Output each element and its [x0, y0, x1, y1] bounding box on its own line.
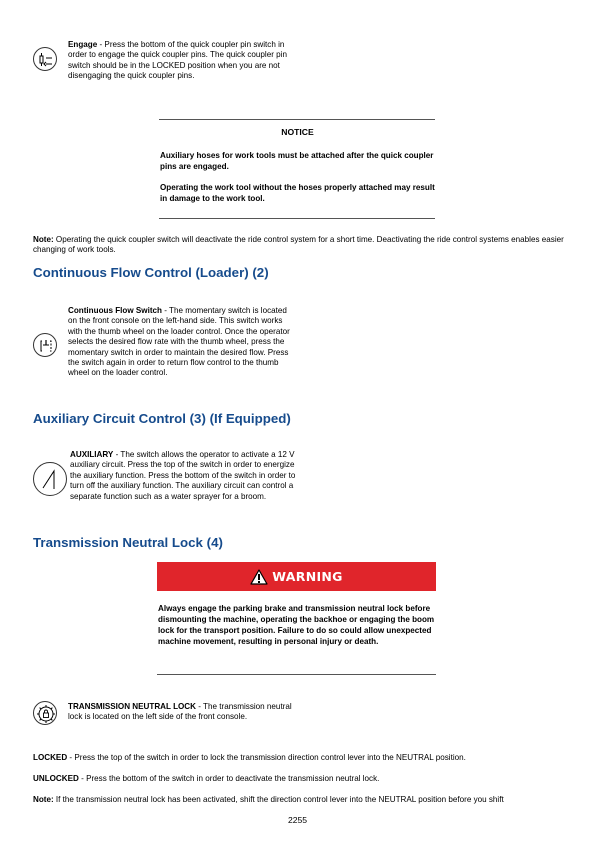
- auxiliary-switch-icon: [33, 462, 67, 496]
- note-text: Operating the quick coupler switch will deactivate the ride control system for a short time. Deactivating the ride control systems enables easier changing of work tools.: [33, 235, 564, 255]
- heading-continuous-flow: Continuous Flow Control (Loader) (2): [33, 265, 269, 280]
- engage-description: [68, 40, 304, 82]
- continuous-flow-text: - The momentary switch is located on the front console on the left-hand side. This switch works with the thumb wheel on the loader control. Once the operator selects the desired flow rate with the thumb wheel, press the momentary switch in order to maintain the desired flow. Press the switch again in order to return flow control to the thumb wheel on the loader control.: [68, 306, 290, 378]
- auxiliary-text: - The switch allows the operator to activate a 12 V auxiliary circuit. Press the top of the switch in order to energize the auxiliary function. Press the bottom of the switch in order to turn off the auxiliary function. The auxiliary circuit can control a separate function such as a water sprayer for a broom.: [70, 450, 296, 501]
- locked-label: LOCKED: [33, 753, 68, 762]
- warning-banner: [157, 562, 436, 591]
- auxiliary-term: AUXILIARY: [70, 450, 114, 459]
- engage-text: - Press the bottom of the quick coupler pin switch in order to engage the quick coupler pins. The quick coupler pin switch should be in the LOCKED position when you are not disengaging the quick coupler pins.: [68, 40, 287, 81]
- note-neutral-lock: [33, 795, 573, 805]
- heading-transmission-neutral-lock: Transmission Neutral Lock (4): [33, 535, 223, 550]
- note-label: Note:: [33, 235, 54, 244]
- auxiliary-description: [70, 450, 296, 502]
- notice-title: NOTICE: [281, 127, 314, 137]
- notice-bottom-rule: [159, 218, 435, 219]
- notice-paragraph-1: Auxiliary hoses for work tools must be attached after the quick coupler pins are engaged.: [160, 151, 434, 171]
- locked-text: - Press the top of the switch in order to lock the transmission direction control lever into the NEUTRAL position.: [67, 753, 466, 762]
- note-ride-control: [33, 235, 568, 256]
- locked-description: [33, 753, 573, 763]
- notice-top-rule: [159, 119, 435, 120]
- engage-term: Engage: [68, 40, 98, 49]
- transmission-neutral-lock-term: TRANSMISSION NEUTRAL LOCK: [68, 702, 197, 711]
- transmission-neutral-lock-description: [68, 702, 294, 723]
- note-neutral-lock-text: If the transmission neutral lock has been activated, shift the direction control lever into the NEUTRAL position before you shift: [53, 795, 504, 804]
- note-neutral-lock-label: Note:: [33, 795, 54, 804]
- unlocked-description: [33, 774, 573, 784]
- transmission-neutral-lock-icon: [33, 701, 57, 725]
- warning-triangle-icon: [250, 569, 268, 585]
- quick-coupler-engage-icon: [33, 47, 57, 71]
- continuous-flow-switch-icon: [33, 333, 57, 357]
- notice-paragraph-2: Operating the work tool without the hoses properly attached may result in damage to the work tool.: [160, 183, 435, 203]
- continuous-flow-description: [68, 306, 296, 379]
- unlocked-label: UNLOCKED: [33, 774, 79, 783]
- warning-text: Always engage the parking brake and transmission neutral lock before dismounting the machine, operating the backhoe or engaging the boom lock for the transport position. Failure to do so could allow unexpected machine movement, resulting in personal injury or death.: [158, 604, 435, 646]
- warning-label: WARNING: [272, 569, 343, 584]
- unlocked-text: - Press the bottom of the switch in order to deactivate the transmission neutral lock.: [78, 774, 380, 783]
- warning-bottom-rule: [157, 674, 436, 675]
- heading-auxiliary-circuit: Auxiliary Circuit Control (3) (If Equipped): [33, 411, 291, 426]
- page-number: 2255: [287, 815, 308, 825]
- continuous-flow-term: Continuous Flow Switch: [68, 306, 162, 315]
- transmission-neutral-lock-text: - The transmission neutral lock is located on the left side of the front console.: [68, 702, 292, 722]
